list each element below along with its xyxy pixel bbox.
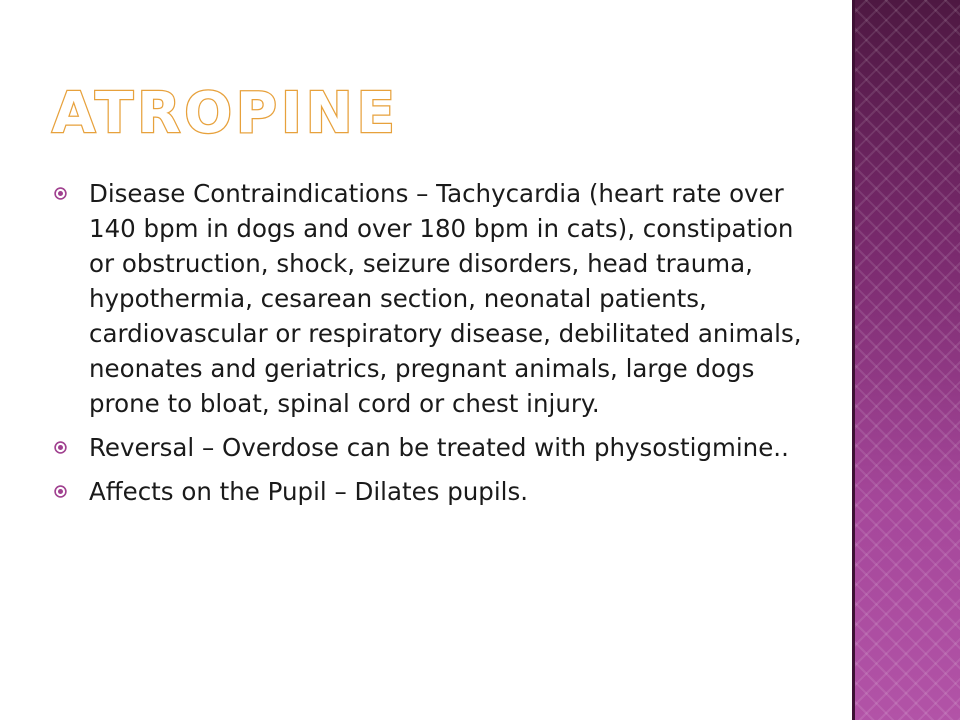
bullet-text: Disease Contraindications – Tachycardia (heart rate over 140 bpm in dogs and over 180 bpm in cats), constipation or obstruction, shock, seizure disorders, head trauma, hypothermia, cesarean section, neonatal patients, cardiovascular or respiratory disease, debilitated animals, neonates and geriatrics, pregnant animals, large dogs prone to bloat, spinal cord or chest injury.	[89, 179, 802, 418]
bullet-list	[54, 176, 814, 518]
bullet-item	[54, 474, 814, 509]
bullet-item	[54, 176, 814, 421]
decorative-side-panel	[852, 0, 960, 720]
bullet-text: Reversal – Overdose can be treated with physostigmine..	[89, 433, 789, 462]
circled-dot-icon	[54, 441, 67, 454]
circled-dot-icon	[54, 187, 67, 200]
bullet-text: Affects on the Pupil – Dilates pupils.	[89, 477, 529, 506]
circled-dot-icon	[54, 485, 67, 498]
slide-title: ATROPINE	[52, 81, 399, 146]
bullet-item	[54, 430, 814, 465]
